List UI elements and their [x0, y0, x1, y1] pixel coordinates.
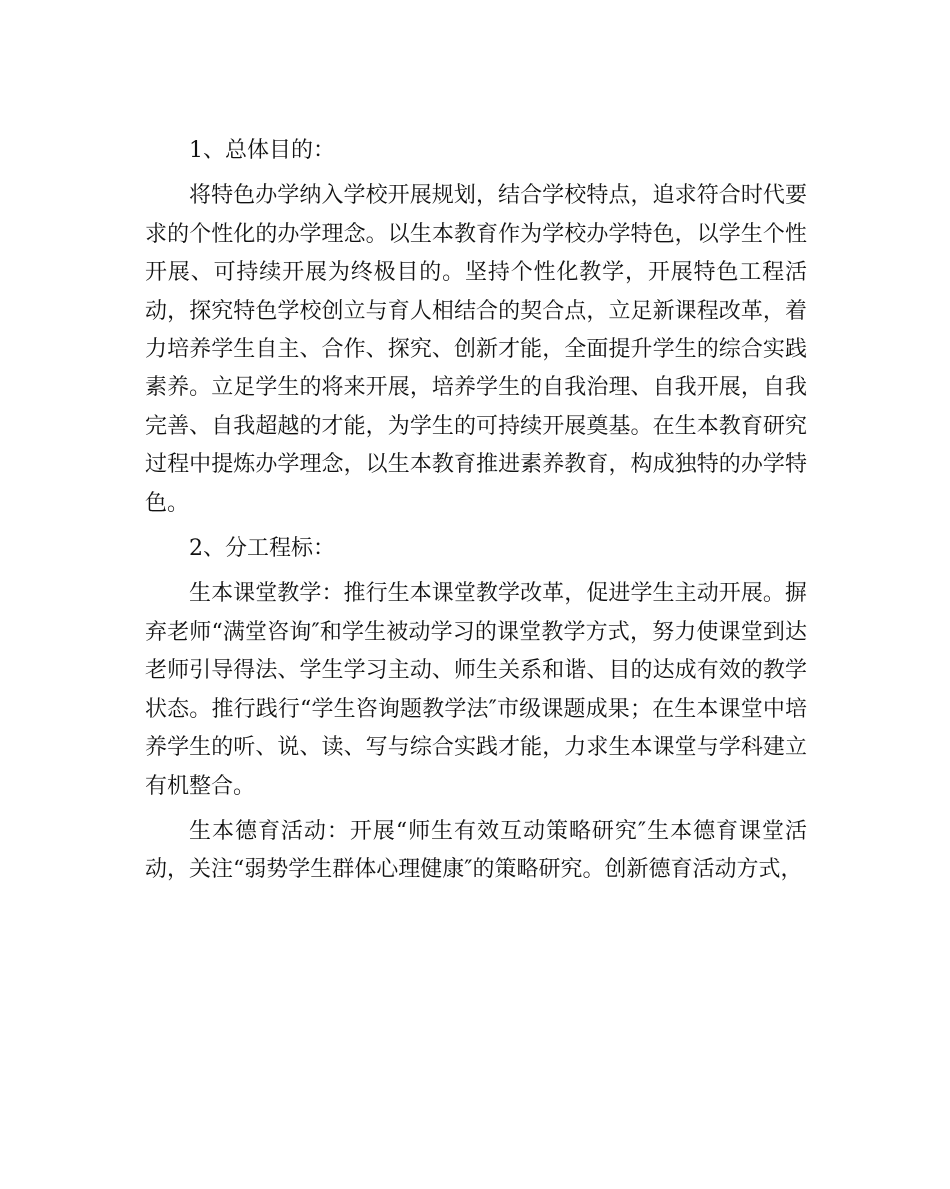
paragraph-moral-education: 生本德育活动：开展“师生有效互动策略研究″生本德育课堂活动，关注“弱势学生群体心理健康″的策略研究。创新德育活动方式， [145, 818, 807, 883]
paragraph-overall-goal: 将特色办学纳入学校开展规划，结合学校特点，追求符合时代要求的个性化的办学理念。以生本教育作为学校办学特色，以学生个性开展、可持续开展为终极目的。坚持个性化教学，开展特色工程活动，探究特色学校创立与育人相结合的契合点，立足新课程改革，着力培养学生自主、合作、探究、创新才能，全面提升学生的综合实践素养。立足学生的将来开展，培养学生的自我治理、自我开展，自我完善、自我超越的才能，为学生的可持续开展奠基。在生本教育研究过程中提炼办学理念，以生本教育推进素养教育，构成独特的办学特色。 [145, 183, 807, 516]
paragraph-classroom-teaching: 生本课堂教学：推行生本课堂教学改革，促进学生主动开展。摒弃老师“满堂咨询″和学生被动学习的课堂教学方式，努力使课堂到达老师引导得法、学生学习主动、师生关系和谐、目的达成有效的教学状态。推行践行“学生咨询题教学法″市级课题成果；在生本课堂中培养学生的听、说、读、写与综合实践才能，力求生本课堂与学科建立有机整合。 [145, 581, 807, 799]
section-heading-overall-goal: 1、总体目的： [189, 138, 335, 163]
section-heading-sub-goals: 2、分工程标： [189, 536, 335, 562]
document-body [145, 132, 807, 897]
